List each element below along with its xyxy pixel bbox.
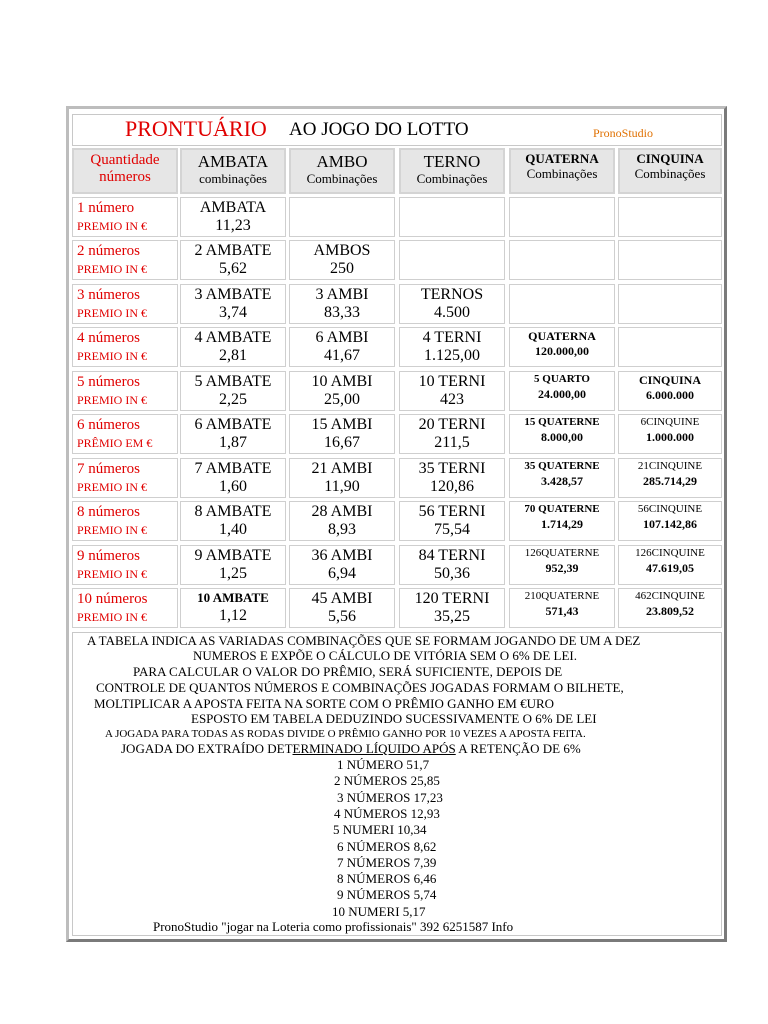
cell-value: 41,67 [324, 347, 360, 365]
per-number-item: 9 NÚMEROS 5,74 [337, 887, 437, 903]
cell-ambata-10 [180, 588, 286, 628]
cell-cinquina-5 [618, 371, 722, 411]
row-premio: PREMIO IN € [77, 262, 148, 276]
row-label-9 [72, 545, 178, 585]
header-ambata-sub: combinações [199, 170, 267, 186]
cell-value: 423 [440, 391, 464, 409]
cell-value: 952,39 [545, 560, 579, 575]
row-quantity: 3 números [77, 287, 140, 303]
cell-quaterna-7 [509, 458, 615, 498]
cell-title: 3 AMBATE [194, 286, 272, 303]
header-quaterna-sub: Combinações [526, 165, 598, 181]
cell-terno-6 [399, 414, 505, 454]
cell-value: 4.500 [434, 304, 470, 322]
cell-ambo-7 [289, 458, 395, 498]
cell-value: 11,90 [324, 478, 360, 496]
row-quantity: 6 números [77, 417, 140, 433]
per-number-item: 5 NUMERI 10,34 [333, 822, 427, 838]
cell-cinquina-6 [618, 414, 722, 454]
row-quantity: 5 números [77, 374, 140, 390]
cell-value: 1.000.000 [646, 429, 694, 444]
row-premio: PREMIO IN € [77, 349, 148, 363]
cell-title: 3 AMBI [315, 286, 369, 303]
note-line-2: NUMEROS E EXPÕE O CÁLCULO DE VITÓRIA SEM O 6% DE LEI. [193, 648, 577, 663]
cell-title: 8 AMBATE [194, 503, 272, 520]
cell-value: 23.809,52 [646, 603, 694, 618]
cell-title: 6 AMBI [315, 329, 369, 346]
cell-value: 107.142,86 [643, 516, 697, 531]
cell-value: 50,36 [434, 565, 470, 583]
header-quaterna-title: QUATERNA [525, 151, 599, 166]
row-quantity: 2 números [77, 243, 140, 259]
brand-label: PronoStudio [593, 126, 654, 140]
note-line-8-underlined: ERMINADO LÍQUIDO APÓS [292, 741, 456, 756]
cell-value: 35,25 [434, 608, 470, 626]
row-premio: PREMIO IN € [77, 523, 148, 537]
note-line-7: A JOGADA PARA TODAS AS RODAS DIVIDE O PRÊMIO GANHO POR 10 VEZES A APOSTA FEITA. [105, 728, 586, 740]
note-line-8 [121, 741, 581, 756]
cell-quaterna-2 [509, 240, 615, 280]
header-ambata [180, 148, 286, 194]
header-ambo-sub: Combinações [306, 170, 378, 186]
cell-title: 21CINQUINE [637, 460, 703, 472]
cell-value: 120,86 [430, 478, 474, 496]
cell-terno-4 [399, 327, 505, 367]
per-number-item: 6 NÚMEROS 8,62 [337, 838, 437, 854]
cell-title: 35 TERNI [418, 460, 486, 477]
cell-value: 24.000,00 [538, 386, 586, 401]
cell-terno-8 [399, 501, 505, 541]
cell-title: TERNOS [420, 286, 484, 303]
header-cinquina [618, 148, 722, 194]
cell-title: 5 QUARTO [534, 373, 590, 385]
cell-ambata-8 [180, 501, 286, 541]
cell-terno-5 [399, 371, 505, 411]
cell-cinquina-8 [618, 501, 722, 541]
cell-value: 16,67 [324, 434, 360, 452]
cell-title: 120 TERNI [414, 590, 490, 607]
cell-ambo-6 [289, 414, 395, 454]
cell-cinquina-7 [618, 458, 722, 498]
note-line-8-a: JOGADA DO EXTRAÍDO DET [121, 741, 293, 756]
note-line-3: PARA CALCULAR O VALOR DO PRÊMIO, SERÁ SUFICIENTE, DEPOIS DE [133, 664, 563, 679]
cell-value: 5,56 [328, 608, 356, 626]
cell-value: 571,43 [545, 603, 579, 618]
row-quantity: 1 número [77, 200, 135, 216]
title-bar [72, 114, 722, 146]
cell-ambata-4 [180, 327, 286, 367]
cell-title: 6CINQUINE [640, 416, 700, 428]
cell-value: 8.000,00 [541, 429, 583, 444]
row-quantity: 8 números [77, 504, 140, 520]
cell-title: 28 AMBI [311, 503, 373, 520]
cell-title: 126QUATERNE [524, 547, 600, 559]
row-quantity: 4 números [77, 330, 140, 346]
cell-title: 56 TERNI [418, 503, 486, 520]
cell-title: 7 AMBATE [194, 460, 272, 477]
cell-title: 462CINQUINE [635, 590, 705, 602]
header-quaterna [509, 148, 615, 194]
per-number-item: 10 NUMERI 5,17 [332, 903, 426, 919]
row-premio: PREMIO IN € [77, 480, 148, 494]
cell-value: 285.714,29 [643, 473, 697, 488]
cell-value: 5,62 [219, 260, 247, 278]
cell-ambata-5 [180, 371, 286, 411]
cell-ambata-9 [180, 545, 286, 585]
cell-ambata-1 [180, 197, 286, 237]
cell-ambo-4 [289, 327, 395, 367]
row-label-10 [72, 588, 178, 628]
cell-value: 211,5 [434, 434, 470, 452]
cell-cinquina-3 [618, 284, 722, 324]
row-label-5 [72, 371, 178, 411]
cell-terno-2 [399, 240, 505, 280]
cell-quaterna-1 [509, 197, 615, 237]
cell-terno-3 [399, 284, 505, 324]
cell-ambata-2 [180, 240, 286, 280]
cell-value: 1,60 [219, 478, 247, 496]
cell-title: CINQUINA [638, 373, 701, 387]
per-number-item: 2 NÚMEROS 25,85 [334, 773, 440, 789]
title-lotto: AO JOGO DO LOTTO [289, 119, 469, 140]
row-label-7 [72, 458, 178, 498]
cell-ambo-10 [289, 588, 395, 628]
cell-ambo-5 [289, 371, 395, 411]
cell-value: 47.619,05 [646, 560, 694, 575]
cell-title: 4 TERNI [422, 329, 482, 346]
cell-quaterna-9 [509, 545, 615, 585]
cell-value: 8,93 [328, 521, 356, 539]
cell-value: 250 [330, 260, 354, 278]
header-ambata-title: AMBATA [197, 152, 269, 171]
cell-title: 10 AMBATE [197, 590, 269, 605]
cell-value: 1,12 [219, 607, 247, 625]
cell-value: 6,94 [328, 565, 356, 583]
header-quantity-line1: Quantidade [90, 152, 160, 168]
cell-title: 21 AMBI [311, 460, 373, 477]
row-premio: PREMIO IN € [77, 567, 148, 581]
cell-quaterna-8 [509, 501, 615, 541]
cell-title: 45 AMBI [311, 590, 373, 607]
title-prontuario: PRONTUÁRIO [125, 116, 267, 141]
cell-terno-1 [399, 197, 505, 237]
header-terno [399, 148, 505, 194]
cell-title: 10 AMBI [311, 373, 373, 390]
cell-title: 20 TERNI [418, 416, 486, 433]
per-number-item: 3 NÚMEROS 17,23 [337, 789, 443, 805]
row-premio: PREMIO IN € [77, 219, 148, 233]
cell-value: 2,81 [219, 347, 247, 365]
per-number-item: 4 NÚMEROS 12,93 [334, 805, 440, 821]
header-ambo-title: AMBO [316, 152, 368, 171]
cell-title: 70 QUATERNE [524, 503, 600, 515]
cell-ambo-8 [289, 501, 395, 541]
row-premio: PRÊMIO EM € [77, 436, 153, 450]
cell-ambata-3 [180, 284, 286, 324]
row-premio: PREMIO IN € [77, 610, 148, 624]
cell-title: 210QUATERNE [524, 590, 600, 602]
cell-cinquina-9 [618, 545, 722, 585]
row-premio: PREMIO IN € [77, 393, 148, 407]
row-quantity: 7 números [77, 461, 140, 477]
cell-title: QUATERNA [528, 329, 596, 343]
cell-value: 6.000.000 [646, 388, 694, 402]
notes-box [72, 632, 722, 936]
footer-credit: PronoStudio "jogar na Loteria como profissionais" 392 6251587 Info [153, 919, 514, 934]
note-line-5: MOLTIPLICAR A APOSTA FEITA NA SORTE COM O PRÊMIO GANHO EM €URO [94, 696, 555, 711]
cell-title: 36 AMBI [311, 547, 373, 564]
cell-cinquina-10 [618, 588, 722, 628]
header-terno-title: TERNO [423, 152, 481, 171]
cell-value: 11,23 [215, 217, 251, 235]
cell-title: 9 AMBATE [194, 547, 272, 564]
note-line-1: A TABELA INDICA AS VARIADAS COMBINAÇÕES QUE SE FORMAM JOGANDO DE UM A DEZ [87, 633, 641, 648]
row-label-4 [72, 327, 178, 367]
header-cinquina-title: CINQUINA [636, 151, 704, 166]
cell-quaterna-5 [509, 371, 615, 411]
cell-value: 75,54 [434, 521, 470, 539]
row-label-1 [72, 197, 178, 237]
cell-cinquina-2 [618, 240, 722, 280]
cell-cinquina-4 [618, 327, 722, 367]
cell-title: 15 QUATERNE [524, 416, 600, 428]
cell-terno-7 [399, 458, 505, 498]
cell-terno-10 [399, 588, 505, 628]
row-premio: PREMIO IN € [77, 306, 148, 320]
note-line-6: ESPOSTO EM TABELA DEDUZINDO SUCESSIVAMENTE O 6% DE LEI [191, 711, 597, 726]
cell-title: 4 AMBATE [194, 329, 272, 346]
cell-title: 15 AMBI [311, 416, 373, 433]
per-number-item: 7 NÚMEROS 7,39 [337, 854, 437, 870]
cell-value: 1,25 [219, 565, 247, 583]
row-quantity: 10 números [77, 591, 148, 607]
note-line-8-c: A RETENÇÃO DE 6% [455, 741, 581, 756]
row-label-3 [72, 284, 178, 324]
header-quantity [72, 148, 178, 194]
cell-title: 6 AMBATE [194, 416, 272, 433]
cell-quaterna-4 [509, 327, 615, 367]
cell-title: 10 TERNI [418, 373, 486, 390]
header-cinquina-sub: Combinações [634, 165, 706, 181]
cell-ambata-7 [180, 458, 286, 498]
cell-ambo-3 [289, 284, 395, 324]
header-quantity-line2: números [99, 169, 151, 186]
cell-quaterna-6 [509, 414, 615, 454]
per-number-item: 1 NÚMERO 51,7 [337, 757, 430, 772]
cell-title: 35 QUATERNE [524, 460, 600, 472]
cell-title: 5 AMBATE [194, 373, 272, 390]
cell-value: 1,87 [219, 434, 247, 452]
cell-ambo-1 [289, 197, 395, 237]
row-label-2 [72, 240, 178, 280]
cell-ambo-9 [289, 545, 395, 585]
cell-value: 2,25 [219, 391, 247, 409]
cell-value: 3,74 [219, 304, 247, 322]
cell-title: 56CINQUINE [637, 503, 703, 515]
header-ambo [289, 148, 395, 194]
cell-value: 25,00 [324, 391, 360, 409]
cell-value: 1.714,29 [541, 516, 583, 531]
cell-terno-9 [399, 545, 505, 585]
per-number-item: 8 NÚMEROS 6,46 [337, 871, 437, 887]
cell-ambata-6 [180, 414, 286, 454]
cell-value: 1.125,00 [424, 347, 480, 365]
cell-quaterna-3 [509, 284, 615, 324]
cell-quaterna-10 [509, 588, 615, 628]
row-label-8 [72, 501, 178, 541]
cell-value: 120.000,00 [535, 344, 589, 358]
note-line-4: CONTROLE DE QUANTOS NÚMEROS E COMBINAÇÕES JOGADAS FORMAM O BILHETE, [96, 680, 624, 695]
cell-value: 83,33 [324, 304, 360, 322]
cell-value: 1,40 [219, 521, 247, 539]
cell-ambo-2 [289, 240, 395, 280]
cell-title: 84 TERNI [418, 547, 486, 564]
row-label-6 [72, 414, 178, 454]
header-terno-sub: Combinações [416, 170, 488, 186]
row-quantity: 9 números [77, 548, 140, 564]
cell-title: 2 AMBATE [194, 242, 272, 259]
cell-cinquina-1 [618, 197, 722, 237]
cell-title: AMBATA [199, 199, 267, 216]
cell-value: 3.428,57 [541, 473, 583, 488]
cell-title: AMBOS [313, 242, 371, 259]
cell-title: 126CINQUINE [635, 547, 705, 559]
